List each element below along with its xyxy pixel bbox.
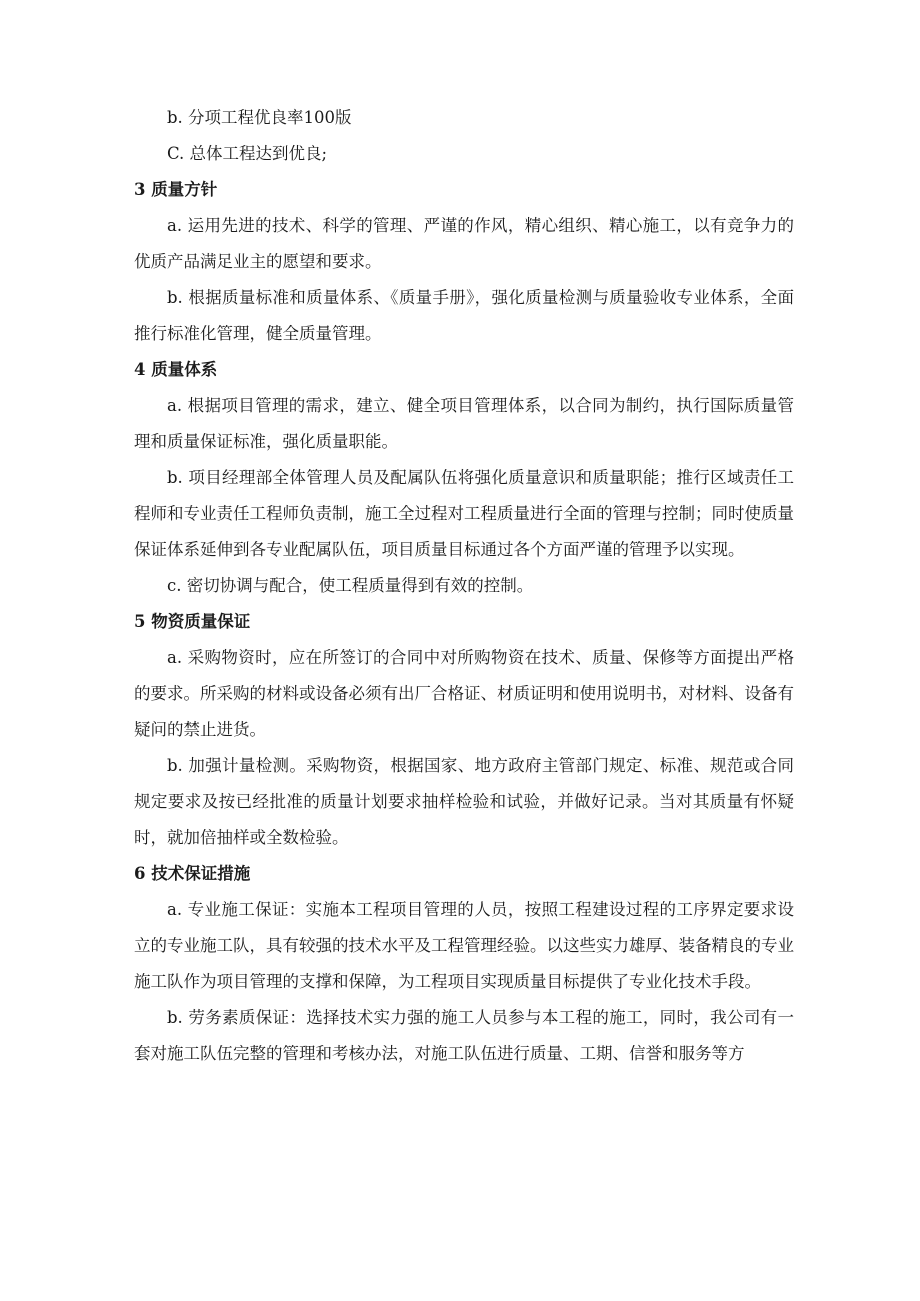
section-heading: 6 技术保证措施: [134, 864, 251, 883]
section-heading: 3 质量方针: [134, 180, 218, 199]
paragraph: b. 分项工程优良率100版: [167, 108, 352, 127]
document-body: [134, 100, 794, 1072]
paragraph: b. 加强计量检测。采购物资，根据国家、地方政府主管部门规定、标准、规范或合同规定要求及按已经批准的质量计划要求抽样检验和试验，并做好记录。当对其质量有怀疑时，就加倍抽样或全数检验。: [134, 756, 794, 847]
paragraph: b. 劳务素质保证：选择技术实力强的施工人员参与本工程的施工，同时，我公司有一套对施工队伍完整的管理和考核办法，对施工队伍进行质量、工期、信誉和服务等方: [134, 1008, 794, 1063]
paragraph: a. 专业施工保证：实施本工程项目管理的人员，按照工程建设过程的工序界定要求设立的专业施工队，具有较强的技术水平及工程管理经验。以这些实力雄厚、装备精良的专业施工队作为项目管理的支撑和保障，为工程项目实现质量目标提供了专业化技术手段。: [134, 900, 794, 991]
paragraph: c. 密切协调与配合，使工程质量得到有效的控制。: [167, 576, 534, 595]
paragraph: b. 项目经理部全体管理人员及配属队伍将强化质量意识和质量职能；推行区域责任工程师和专业责任工程师负责制，施工全过程对工程质量进行全面的管理与控制；同时使质量保证体系延伸到各专业配属队伍，项目质量目标通过各个方面严谨的管理予以实现。: [134, 468, 794, 559]
paragraph: b. 根据质量标准和质量体系、《质量手册》，强化质量检测与质量验收专业体系，全面推行标准化管理，健全质量管理。: [134, 288, 794, 343]
paragraph: a. 采购物资时，应在所签订的合同中对所购物资在技术、质量、保修等方面提出严格的要求。所采购的材料或设备必须有出厂合格证、材质证明和使用说明书，对材料、设备有疑问的禁止进货。: [134, 648, 794, 739]
paragraph: C. 总体工程达到优良;: [167, 144, 328, 163]
paragraph: a. 运用先进的技术、科学的管理、严谨的作风，精心组织、精心施工，以有竞争力的优质产品满足业主的愿望和要求。: [134, 216, 794, 271]
section-heading: 4 质量体系: [134, 360, 218, 379]
section-heading: 5 物资质量保证: [134, 612, 251, 631]
paragraph: a. 根据项目管理的需求，建立、健全项目管理体系，以合同为制约，执行国际质量管理和质量保证标准，强化质量职能。: [134, 396, 794, 451]
